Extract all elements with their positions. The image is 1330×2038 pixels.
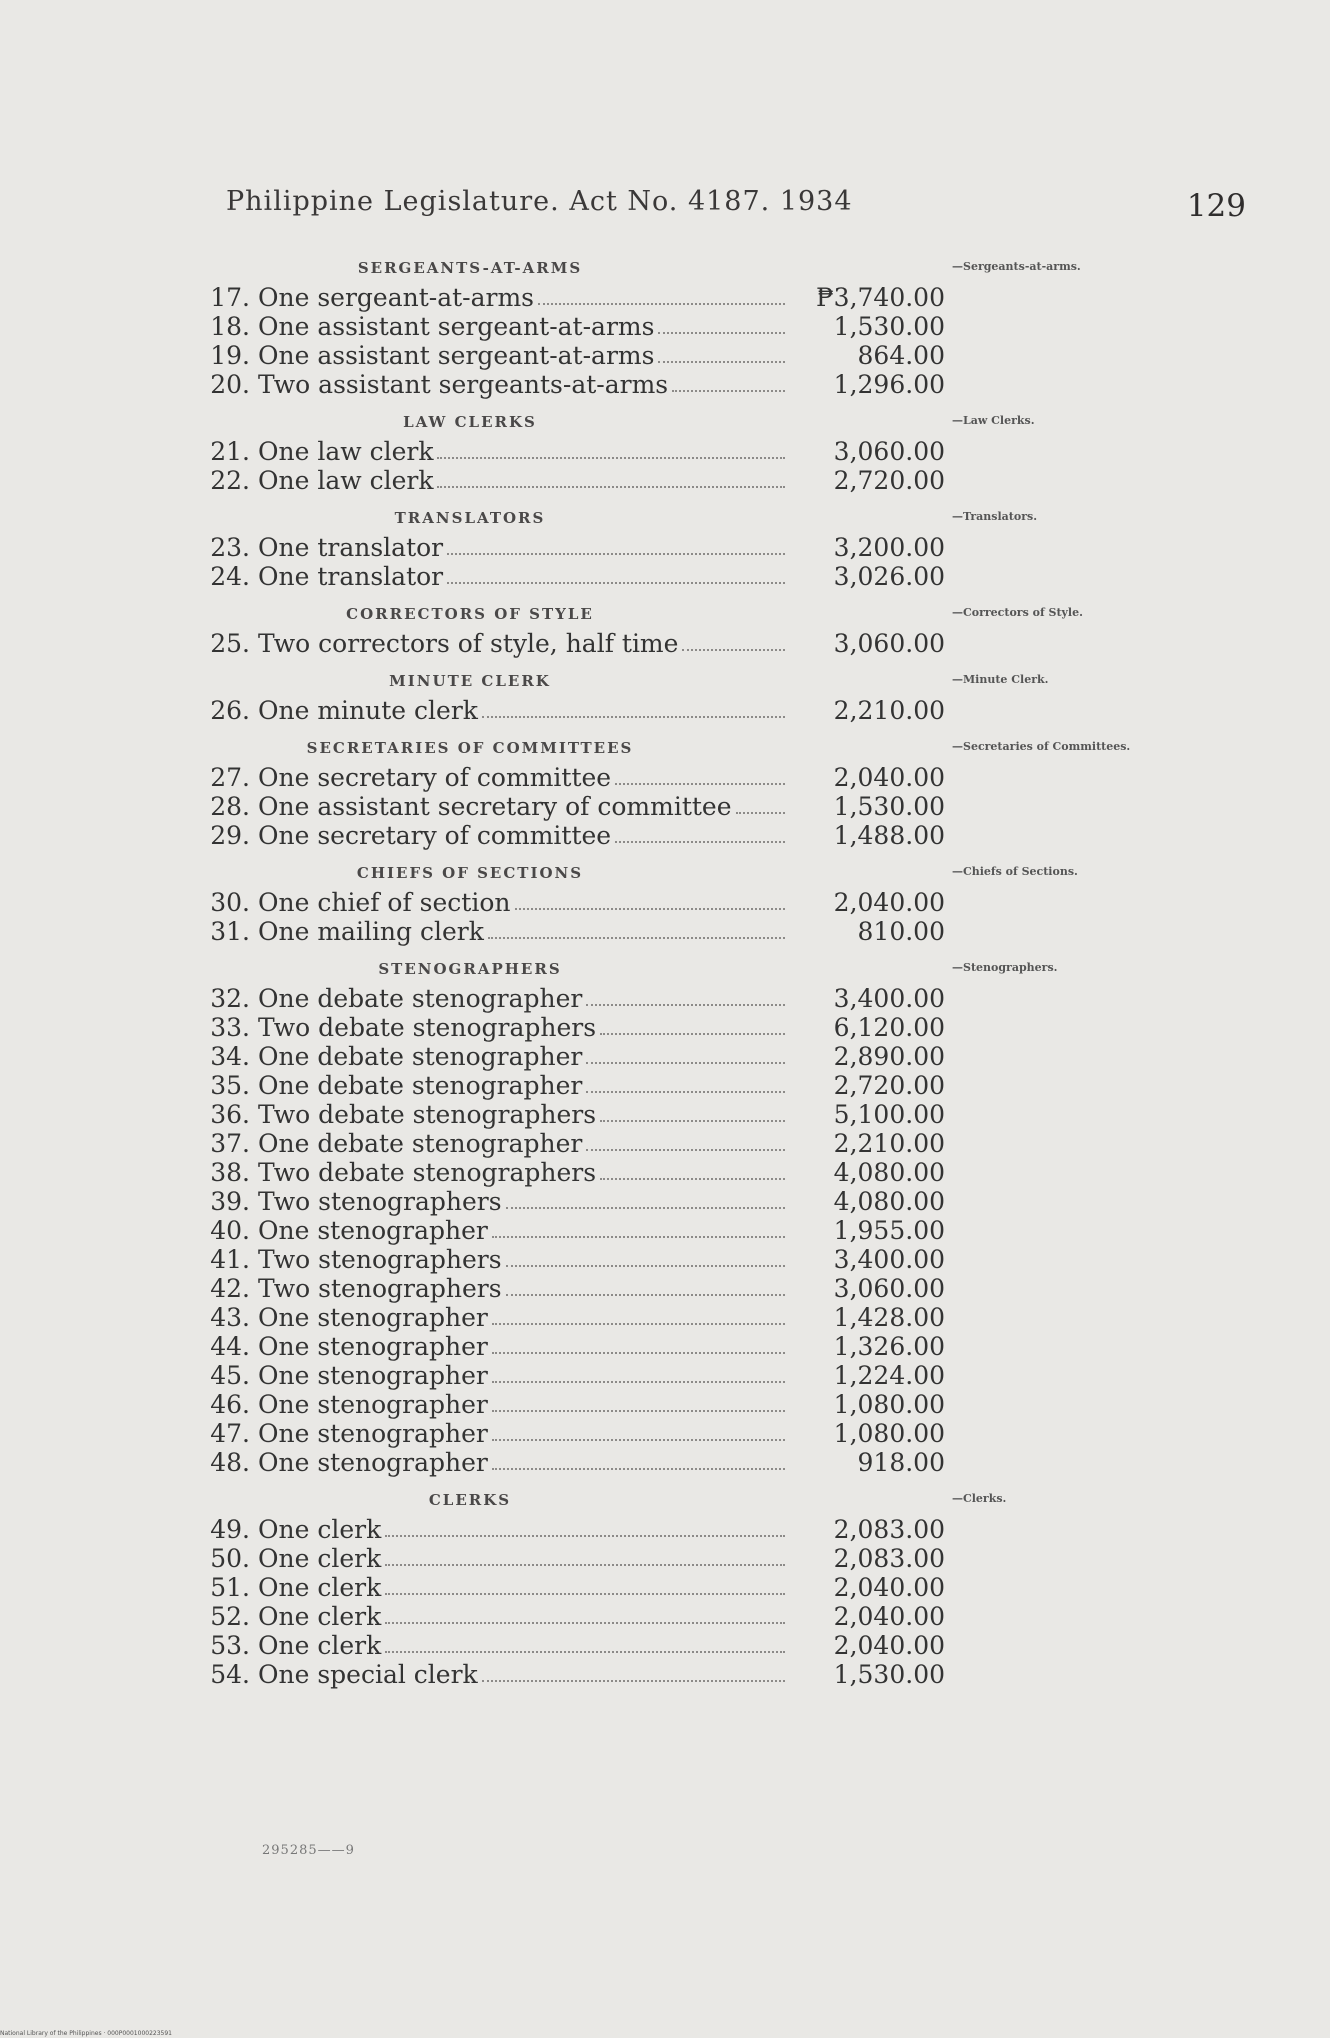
item-label: One assistant secretary of committee — [258, 792, 732, 821]
item-amount: 3,400.00 — [833, 1245, 945, 1274]
item-label: Two debate stenographers — [258, 1158, 597, 1187]
section-title: CORRECTORS OF STYLE — [346, 605, 594, 623]
item-number: 40. — [210, 1216, 250, 1245]
item-number: 30. — [210, 888, 250, 917]
item-amount: 2,040.00 — [833, 1602, 945, 1631]
item-number: 53. — [210, 1631, 250, 1660]
item-number: 21. — [210, 437, 250, 466]
margin-note: —Correctors of Style. — [952, 606, 1083, 619]
item-amount: 3,060.00 — [833, 629, 945, 658]
item-number: 26. — [210, 696, 250, 725]
section-heading — [200, 954, 1180, 984]
line-item — [200, 1332, 1180, 1361]
section — [200, 954, 1180, 1477]
item-amount: 2,040.00 — [833, 763, 945, 792]
item-number: 22. — [210, 466, 250, 495]
item-label: One debate stenographer — [258, 1129, 583, 1158]
dot-leader — [682, 649, 785, 651]
item-label: Two stenographers — [258, 1245, 502, 1274]
line-item — [200, 1515, 1180, 1544]
item-amount: 2,210.00 — [833, 1129, 945, 1158]
item-amount: 2,210.00 — [833, 696, 945, 725]
dot-leader — [672, 390, 785, 392]
dot-leader — [385, 1535, 785, 1537]
margin-note: —Stenographers. — [952, 961, 1058, 974]
dot-leader — [447, 553, 785, 555]
item-label: One secretary of committee — [258, 763, 612, 792]
item-label: Two debate stenographers — [258, 1100, 597, 1129]
line-item — [200, 1158, 1180, 1187]
item-amount: 4,080.00 — [833, 1158, 945, 1187]
margin-note: —Chiefs of Sections. — [952, 865, 1078, 878]
line-item — [200, 1245, 1180, 1274]
item-amount: 6,120.00 — [833, 1013, 945, 1042]
line-item — [200, 1129, 1180, 1158]
item-number: 25. — [210, 629, 250, 658]
item-label: One mailing clerk — [258, 917, 484, 946]
item-number: 42. — [210, 1274, 250, 1303]
item-amount: 1,530.00 — [833, 792, 945, 821]
line-item — [200, 533, 1180, 562]
item-number: 34. — [210, 1042, 250, 1071]
printer-code: 295285——9 — [262, 1843, 355, 1858]
dot-leader — [492, 1381, 785, 1383]
item-number: 18. — [210, 312, 250, 341]
item-amount: 2,720.00 — [833, 1071, 945, 1100]
line-item — [200, 696, 1180, 725]
line-item — [200, 1573, 1180, 1602]
line-item — [200, 1303, 1180, 1332]
item-label: One debate stenographer — [258, 984, 583, 1013]
section-heading — [200, 1485, 1180, 1515]
margin-note: —Minute Clerk. — [952, 673, 1049, 686]
section — [200, 1485, 1180, 1689]
item-label: One stenographer — [258, 1303, 488, 1332]
item-number: 41. — [210, 1245, 250, 1274]
line-item — [200, 1071, 1180, 1100]
line-item — [200, 283, 1180, 312]
dot-leader — [492, 1352, 785, 1354]
section-title: SECRETARIES OF COMMITTEES — [306, 739, 634, 757]
line-item — [200, 763, 1180, 792]
item-number: 37. — [210, 1129, 250, 1158]
section — [200, 858, 1180, 946]
item-amount: 5,100.00 — [833, 1100, 945, 1129]
item-number: 54. — [210, 1660, 250, 1689]
item-number: 47. — [210, 1419, 250, 1448]
section-title: CLERKS — [428, 1491, 512, 1509]
item-number: 35. — [210, 1071, 250, 1100]
item-number: 27. — [210, 763, 250, 792]
item-number: 38. — [210, 1158, 250, 1187]
item-amount: 1,955.00 — [833, 1216, 945, 1245]
item-amount: 810.00 — [857, 917, 945, 946]
section — [200, 733, 1180, 850]
item-label: Two correctors of style, half time — [258, 629, 679, 658]
dot-leader — [492, 1439, 785, 1441]
line-item — [200, 1448, 1180, 1477]
section-title: CHIEFS OF SECTIONS — [356, 864, 584, 882]
margin-note: —Law Clerks. — [952, 414, 1035, 427]
dot-leader — [736, 812, 785, 814]
item-number: 19. — [210, 341, 250, 370]
line-item — [200, 437, 1180, 466]
section — [200, 253, 1180, 399]
scan-credit: National Library of the Philippines · 000P0001000223591 — [0, 2030, 172, 2037]
item-label: One assistant sergeant-at-arms — [258, 312, 655, 341]
item-number: 24. — [210, 562, 250, 591]
item-amount: 1,488.00 — [833, 821, 945, 850]
item-label: Two stenographers — [258, 1187, 502, 1216]
dot-leader — [586, 1062, 785, 1064]
margin-note: —Sergeants-at-arms. — [952, 260, 1081, 273]
item-number: 44. — [210, 1332, 250, 1361]
item-number: 51. — [210, 1573, 250, 1602]
line-item — [200, 1631, 1180, 1660]
section-heading — [200, 503, 1180, 533]
item-amount: 3,026.00 — [833, 562, 945, 591]
dot-leader — [658, 361, 785, 363]
item-amount: 3,400.00 — [833, 984, 945, 1013]
section-heading — [200, 666, 1180, 696]
item-label: One clerk — [258, 1631, 382, 1660]
section-heading — [200, 407, 1180, 437]
dot-leader — [615, 841, 785, 843]
item-label: One chief of section — [258, 888, 511, 917]
line-item — [200, 1100, 1180, 1129]
item-label: One secretary of committee — [258, 821, 612, 850]
item-label: One law clerk — [258, 466, 434, 495]
dot-leader — [586, 1091, 785, 1093]
dot-leader — [506, 1265, 785, 1267]
item-amount: 1,296.00 — [833, 370, 945, 399]
item-number: 29. — [210, 821, 250, 850]
item-number: 48. — [210, 1448, 250, 1477]
line-item — [200, 1361, 1180, 1390]
item-amount: 2,083.00 — [833, 1544, 945, 1573]
line-item — [200, 917, 1180, 946]
item-label: One minute clerk — [258, 696, 478, 725]
item-number: 20. — [210, 370, 250, 399]
dot-leader — [437, 457, 785, 459]
dot-leader — [615, 783, 785, 785]
item-amount: 2,040.00 — [833, 888, 945, 917]
item-label: One stenographer — [258, 1419, 488, 1448]
item-number: 52. — [210, 1602, 250, 1631]
dot-leader — [437, 486, 785, 488]
line-item — [200, 1042, 1180, 1071]
item-number: 36. — [210, 1100, 250, 1129]
item-amount: 2,720.00 — [833, 466, 945, 495]
item-label: One stenographer — [258, 1390, 488, 1419]
dot-leader — [492, 1410, 785, 1412]
item-number: 32. — [210, 984, 250, 1013]
margin-note: —Translators. — [952, 510, 1038, 523]
item-amount: 3,200.00 — [833, 533, 945, 562]
dot-leader — [658, 332, 785, 334]
item-amount: 1,530.00 — [833, 312, 945, 341]
item-label: Two assistant sergeants-at-arms — [258, 370, 669, 399]
line-item — [200, 1216, 1180, 1245]
item-amount: 2,083.00 — [833, 1515, 945, 1544]
item-amount: 4,080.00 — [833, 1187, 945, 1216]
item-number: 45. — [210, 1361, 250, 1390]
line-item — [200, 1274, 1180, 1303]
item-amount: ₱3,740.00 — [816, 283, 945, 312]
page-number: 129 — [1186, 188, 1246, 224]
margin-note: —Clerks. — [952, 1492, 1007, 1505]
margin-note: —Secretaries of Committees. — [952, 740, 1131, 753]
line-item — [200, 1544, 1180, 1573]
item-label: One assistant sergeant-at-arms — [258, 341, 655, 370]
item-label: One stenographer — [258, 1448, 488, 1477]
section-title: LAW CLERKS — [403, 413, 537, 431]
dot-leader — [492, 1323, 785, 1325]
section-heading — [200, 253, 1180, 283]
item-label: One law clerk — [258, 437, 434, 466]
item-amount: 1,224.00 — [833, 1361, 945, 1390]
item-amount: 864.00 — [857, 341, 945, 370]
dot-leader — [506, 1294, 785, 1296]
dot-leader — [515, 908, 785, 910]
item-label: One clerk — [258, 1515, 382, 1544]
section-title: TRANSLATORS — [394, 509, 546, 527]
item-number: 43. — [210, 1303, 250, 1332]
dot-leader — [600, 1178, 785, 1180]
item-amount: 3,060.00 — [833, 437, 945, 466]
line-item — [200, 1390, 1180, 1419]
dot-leader — [586, 1004, 785, 1006]
item-amount: 3,060.00 — [833, 1274, 945, 1303]
section-heading — [200, 858, 1180, 888]
dot-leader — [600, 1120, 785, 1122]
dot-leader — [385, 1564, 785, 1566]
item-label: One clerk — [258, 1544, 382, 1573]
line-item — [200, 341, 1180, 370]
dot-leader — [492, 1468, 785, 1470]
item-label: One debate stenographer — [258, 1042, 583, 1071]
line-item — [200, 792, 1180, 821]
line-item — [200, 821, 1180, 850]
item-label: One translator — [258, 533, 444, 562]
section — [200, 407, 1180, 495]
line-item — [200, 1013, 1180, 1042]
item-label: One special clerk — [258, 1660, 478, 1689]
item-label: One debate stenographer — [258, 1071, 583, 1100]
page-header — [226, 186, 1246, 236]
item-amount: 1,080.00 — [833, 1390, 945, 1419]
line-item — [200, 1602, 1180, 1631]
item-amount: 918.00 — [857, 1448, 945, 1477]
line-item — [200, 1419, 1180, 1448]
item-amount: 2,040.00 — [833, 1631, 945, 1660]
dot-leader — [492, 1236, 785, 1238]
item-number: 31. — [210, 917, 250, 946]
section — [200, 503, 1180, 591]
item-label: One stenographer — [258, 1216, 488, 1245]
section — [200, 666, 1180, 725]
dot-leader — [385, 1593, 785, 1595]
item-number: 23. — [210, 533, 250, 562]
item-number: 33. — [210, 1013, 250, 1042]
line-item — [200, 312, 1180, 341]
item-label: One stenographer — [258, 1332, 488, 1361]
section-heading — [200, 599, 1180, 629]
dot-leader — [600, 1033, 785, 1035]
section-title: MINUTE CLERK — [389, 672, 551, 690]
item-label: One clerk — [258, 1602, 382, 1631]
running-head: Philippine Legislature. Act No. 4187. 1934 — [226, 186, 853, 217]
item-label: One stenographer — [258, 1361, 488, 1390]
dot-leader — [586, 1149, 785, 1151]
item-amount: 2,890.00 — [833, 1042, 945, 1071]
line-item — [200, 629, 1180, 658]
item-label: One translator — [258, 562, 444, 591]
dot-leader — [488, 937, 785, 939]
item-label: One sergeant-at-arms — [258, 283, 535, 312]
item-number: 46. — [210, 1390, 250, 1419]
line-item — [200, 466, 1180, 495]
line-item — [200, 888, 1180, 917]
item-number: 28. — [210, 792, 250, 821]
dot-leader — [538, 303, 785, 305]
item-label: Two debate stenographers — [258, 1013, 597, 1042]
dot-leader — [482, 1680, 785, 1682]
item-number: 49. — [210, 1515, 250, 1544]
item-number: 17. — [210, 283, 250, 312]
dot-leader — [385, 1622, 785, 1624]
item-amount: 2,040.00 — [833, 1573, 945, 1602]
line-item — [200, 1660, 1180, 1689]
item-label: One clerk — [258, 1573, 382, 1602]
item-amount: 1,326.00 — [833, 1332, 945, 1361]
dot-leader — [482, 716, 785, 718]
section — [200, 599, 1180, 658]
section-title: STENOGRAPHERS — [378, 960, 562, 978]
dot-leader — [385, 1651, 785, 1653]
section-heading — [200, 733, 1180, 763]
dot-leader — [506, 1207, 785, 1209]
item-amount: 1,080.00 — [833, 1419, 945, 1448]
line-item — [200, 984, 1180, 1013]
dot-leader — [447, 582, 785, 584]
item-amount: 1,530.00 — [833, 1660, 945, 1689]
line-item — [200, 562, 1180, 591]
line-item — [200, 370, 1180, 399]
section-title: SERGEANTS-AT-ARMS — [357, 259, 583, 277]
item-number: 39. — [210, 1187, 250, 1216]
line-item — [200, 1187, 1180, 1216]
item-label: Two stenographers — [258, 1274, 502, 1303]
item-number: 50. — [210, 1544, 250, 1573]
appropriation-list — [200, 245, 1180, 1689]
item-amount: 1,428.00 — [833, 1303, 945, 1332]
